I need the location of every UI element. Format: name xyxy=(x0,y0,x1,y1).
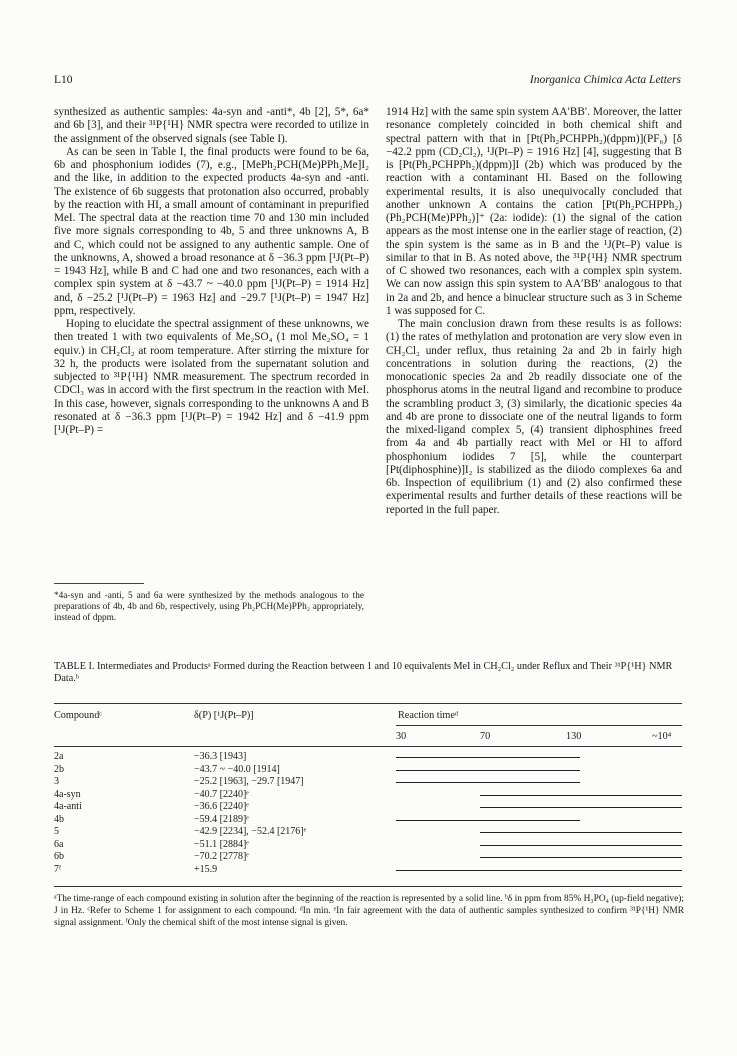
time-30: 30 xyxy=(396,731,407,742)
table-top-rule xyxy=(54,703,682,704)
header-shift: δ(P) [¹J(Pt–P)] xyxy=(194,710,254,721)
compound-cell: 5 xyxy=(54,826,59,837)
compound-cell: 6a xyxy=(54,838,64,850)
page-number: L10 xyxy=(54,74,73,86)
left-column xyxy=(54,106,369,437)
time-range-line xyxy=(480,845,682,846)
right-column xyxy=(386,106,682,517)
paragraph: The main conclusion drawn from these results is as follows: (1) the rates of methylation and protonation are very slow even in CH₂Cl₂ under reflux, thus retaining 2a and 2b in fairly high concentrations in solution during the reactions, (2) the monocationic species 2a and 2b readily dissociate one of the phosphorus atoms in the neutral ligand and recombine to produce the scrambling product 3, (3) similarly, the dicationic species 4a and 4b are prone to dissociate one of the neutral ligands to form the mixed-ligand complex 5, (4) transient diphosphines freed from 4a and 4b partially react with MeI or HI to afford phosphonium iodides 7 [5], while the counterpart [Pt(diphosphine)]I₂ is stabilized as the diiodo complexes 6a and 6b. Inspection of equilibrium (1) and (2) also confirmed these experimental results and further details of these reactions will be reported in the full paper. xyxy=(386,318,682,516)
shift-cell: +15.9 xyxy=(194,863,218,875)
time-range-line xyxy=(396,757,580,758)
time-range-line xyxy=(480,795,682,796)
time-range-line xyxy=(396,770,580,771)
table-bottom-rule xyxy=(54,886,682,887)
table-row xyxy=(54,864,682,876)
paragraph: As can be seen in Table I, the final products were found to be 6a, 6b and phosphonium iodides (7), e.g., [MePh₂PCH(Me)PPh₂Me]I₂ and the like, in addition to the expected products 4a-syn and -anti. The existence of 6b suggests that protonation also occurred, probably by the reaction with HI, a small amount of contaminant in prepurified MeI. The spectral data at the reaction time 70 and 130 min included five more signals corresponding to 4b, 5 and three unknowns A, B and C, which could not be assigned to any authentic sample. One of the unknowns, A, showed a broad resonance at δ −36.3 ppm [¹J(Pt–P) = 1943 Hz], while B and C had one and two resonances, each with a complex spin system at δ −43.7 ~ −40.0 ppm [¹J(Pt–P) = 1914 Hz] and, δ −25.2 [¹J(Pt–P) = 1963 Hz] and −29.7 [¹J(Pt–P) = 1947 Hz] ppm, respectively. xyxy=(54,145,369,317)
table-row xyxy=(54,814,682,826)
table-row xyxy=(54,851,682,863)
time-range-line xyxy=(396,820,580,821)
time-70: 70 xyxy=(480,731,491,742)
table-row xyxy=(54,839,682,851)
table-row xyxy=(54,789,682,801)
shift-cell: −59.4 [2189]ᵉ xyxy=(194,813,249,825)
paragraph: 1914 Hz] with the same spin system AA′BB′. Moreover, the latter resonance completely coincided in both chemical shift and spectral pattern with that in [Pt(Ph₂PCHPPh₂)(dppm)](PF₆) [δ −42.2 ppm (CD₂Cl₂), ¹J(Pt–P) = 1916 Hz] [4], suggesting that B is [Pt(Ph₂PCHPPh₂)(dppm)]I (2b) which was produced by the reaction with a contaminant HI. Based on the following experimental results, it is also unequivocally concluded that another unknown A contains the cation [Pt(Ph₂PCHPPh₂)(Ph₂PCH(Me)PPh₂)]⁺ (2a: iodide): (1) the signal of the cation appears as the most intense one in the earlier stage of reaction, (2) the spin system is the same as in B and the ¹J(Pt–P) value is similar to that in B. As noted above, the ³¹P{¹H} NMR spectrum of C showed two resonances, each with a complex spin system. We can now assign this spin system to AA′BB′ analogous to that in 2a and 2b, and hence a binuclear structure such as 3 in Scheme 1 was supposed for C. xyxy=(386,106,682,317)
compound-cell: 7ᶠ xyxy=(54,863,62,875)
compound-cell: 4b xyxy=(54,813,64,825)
shift-cell: −25.2 [1963], −29.7 [1947] xyxy=(194,776,304,787)
footnote: *4a-syn and -anti, 5 and 6a were synthesized by the methods analogous to the preparations of 4b, 4b and 6b, respectively, using Ph₂PCH(Me)PPh₂ appropriately, instead of dppm. xyxy=(54,591,364,624)
reaction-time-rule xyxy=(396,725,682,726)
time-range-line xyxy=(480,832,682,833)
paragraph: Hoping to elucidate the spectral assignment of these unknowns, we then treated 1 with two equivalents of Me₂SO₄ (1 mol Me₂SO₄ = 1 equiv.) in CH₂Cl₂ at room temperature. After stirring the mixture for 32 h, the products were isolated from the supernatant solution and subjected to ³¹P{¹H} NMR measurement. The spectrum recorded in CDCl₃ was in accord with the first spectrum in the reaction with MeI. In this case, however, signals corresponding to the unknowns A and B resonated at δ −36.3 ppm [¹J(Pt–P) = 1942 Hz] and δ −41.9 ppm [¹J(Pt–P) = xyxy=(54,318,369,436)
header-reaction-time: Reaction timeᵈ xyxy=(398,710,459,721)
time-range-line xyxy=(480,857,682,858)
footnote-divider xyxy=(54,583,144,584)
time-range-line xyxy=(480,807,682,808)
time-10-4: ~10⁴ xyxy=(652,731,672,742)
shift-cell: −51.1 [2884]ᵉ xyxy=(194,838,249,850)
shift-cell: −43.7 ~ −40.0 [1914] xyxy=(194,763,280,775)
shift-cell: −70.2 [2778]ᵉ xyxy=(194,851,249,862)
compound-cell: 2b xyxy=(54,763,64,775)
table-caption: TABLE I. Intermediates and Productsᵃ Formed during the Reaction between 1 and 10 equivalents MeI in CH₂Cl₂ under Reflux and Their ³¹P{¹H} NMR Data.ᵇ xyxy=(54,661,673,685)
time-130: 130 xyxy=(566,731,582,742)
paragraph: synthesized as authentic samples: 4a-syn and -anti*, 4b [2], 5*, 6a* and 6b [3], and their ³¹P{¹H} NMR spectra were recorded to utilize in the assignment of the observed signals (see Table I). xyxy=(54,106,369,145)
compound-cell: 2a xyxy=(54,751,64,762)
compound-cell: 4a-anti xyxy=(54,801,82,812)
table-row xyxy=(54,826,682,838)
time-range-line xyxy=(396,870,682,871)
table-footnotes: ᵃThe time-range of each compound existing in solution after the beginning of the reaction is represented by a solid line. ᵇδ in ppm from 85% H₃PO₄ (up-field negative); J in Hz. ᶜRefer to Scheme 1 for assignment to each compound. ᵈIn min. ᵉIn fair agreement with the data of authentic samples synthesized to confirm ³¹P{¹H} NMR signal assignment. ᶠOnly the chemical shift of the most intense signal is given. xyxy=(54,894,684,928)
table-row xyxy=(54,776,682,788)
shift-cell: −36.3 [1943] xyxy=(194,751,247,762)
journal-title: Inorganica Chimica Acta Letters xyxy=(529,74,681,86)
table-header-rule xyxy=(54,746,682,747)
time-range-line xyxy=(396,782,580,783)
compound-cell: 4a-syn xyxy=(54,788,81,800)
compound-cell: 6b xyxy=(54,851,64,862)
header-compound: Compoundᶜ xyxy=(54,710,102,721)
shift-cell: −42.9 [2234], −52.4 [2176]ᵉ xyxy=(194,826,307,837)
shift-cell: −36.6 [2240]ᵉ xyxy=(194,801,249,812)
compound-cell: 3 xyxy=(54,776,59,787)
table-row xyxy=(54,751,682,763)
table-row xyxy=(54,764,682,776)
table-row xyxy=(54,801,682,813)
shift-cell: −40.7 [2240]ᵉ xyxy=(194,788,249,800)
